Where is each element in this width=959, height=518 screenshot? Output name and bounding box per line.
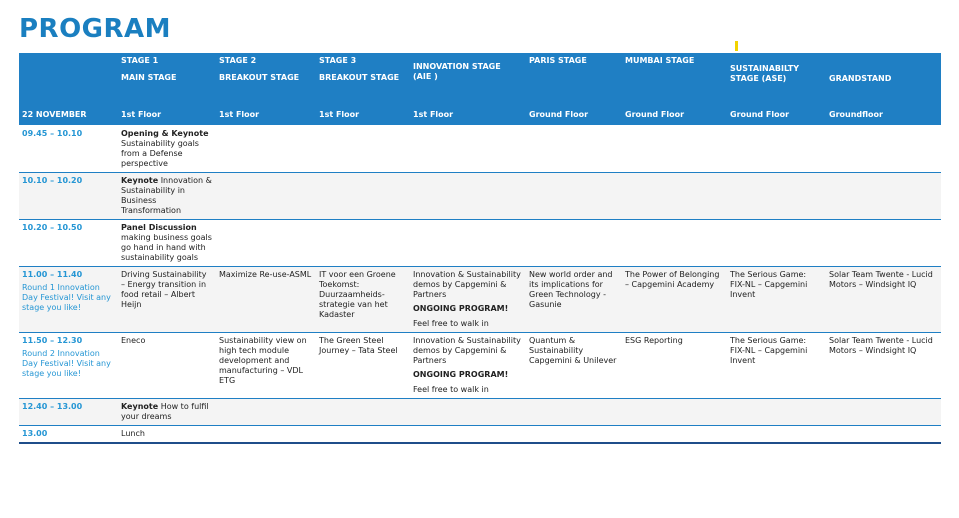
page-title: PROGRAM	[19, 14, 172, 44]
header-date: 22 NOVEMBER	[19, 108, 118, 126]
session-cell: Sustainability view on high tech module development and manufacturing – VDL ETG	[216, 333, 316, 399]
header-floor-row	[19, 108, 941, 126]
session-cell: Panel Discussion making business goals go hand in hand with sustainability goals	[118, 220, 216, 267]
floor-stage-6: Ground Floor	[622, 108, 727, 126]
floor-stage-5: Ground Floor	[526, 108, 622, 126]
session-cell: Innovation & Sustainability demos by Capgemini & Partners ONGOING PROGRAM! Feel free to walk in	[410, 333, 526, 399]
header-stage-6: MUMBAI STAGE	[622, 53, 727, 108]
session-cell: Eneco	[118, 333, 216, 399]
yellow-marker	[735, 41, 738, 51]
header-stage-5: PARIS STAGE	[526, 53, 622, 108]
session-cell: The Serious Game: FIX-NL – Capgemini Invent	[727, 267, 826, 333]
session-cell: Quantum & Sustainability Capgemini & Unilever	[526, 333, 622, 399]
table-row	[19, 126, 941, 173]
time-cell: 10.10 – 10.20	[19, 173, 118, 220]
time-cell: 12.40 – 13.00	[19, 399, 118, 426]
time-cell: 09.45 – 10.10	[19, 126, 118, 173]
floor-stage-8: Groundfloor	[826, 108, 941, 126]
header-stage-1: STAGE 1 MAIN STAGE	[118, 53, 216, 108]
session-cell: Innovation & Sustainability demos by Capgemini & Partners ONGOING PROGRAM! Feel free to walk in	[410, 267, 526, 333]
floor-stage-2: 1st Floor	[216, 108, 316, 126]
floor-stage-1: 1st Floor	[118, 108, 216, 126]
session-cell: Driving Sustainability – Energy transition in food retail – Albert Heijn	[118, 267, 216, 333]
session-cell: Solar Team Twente - Lucid Motors – Windsight IQ	[826, 267, 941, 333]
session-cell: The Green Steel Journey – Tata Steel	[316, 333, 410, 399]
table-row	[19, 220, 941, 267]
session-cell: Opening & Keynote Sustainability goals from a Defense perspective	[118, 126, 216, 173]
session-cell: New world order and its implications for Green Technology - Gasunie	[526, 267, 622, 333]
header-stage-row	[19, 53, 941, 108]
header-stage-2: STAGE 2 BREAKOUT STAGE	[216, 53, 316, 108]
session-cell: ESG Reporting	[622, 333, 727, 399]
session-cell: Keynote How to fulfil your dreams	[118, 399, 216, 426]
header-stage-4: INNOVATION STAGE (AIE )	[410, 53, 526, 108]
session-cell: Maximize Re-use-ASML	[216, 267, 316, 333]
header-corner	[19, 53, 118, 108]
table-row	[19, 173, 941, 220]
time-cell: 10.20 – 10.50	[19, 220, 118, 267]
table-row	[19, 267, 941, 333]
session-cell: Lunch	[118, 426, 216, 444]
session-cell: The Power of Belonging – Capgemini Academy	[622, 267, 727, 333]
header-stage-3: STAGE 3 BREAKOUT STAGE	[316, 53, 410, 108]
program-table	[19, 53, 941, 444]
time-cell: 13.00	[19, 426, 118, 444]
table-row	[19, 426, 941, 444]
session-cell: The Serious Game: FIX-NL – Capgemini Invent	[727, 333, 826, 399]
time-cell: 11.50 – 12.30 Round 2 Innovation Day Festival! Visit any stage you like!	[19, 333, 118, 399]
table-row	[19, 399, 941, 426]
table-row	[19, 333, 941, 399]
floor-stage-7: Ground Floor	[727, 108, 826, 126]
header-stage-7: SUSTAINABILTY STAGE (ASE)	[727, 53, 826, 108]
session-cell: Solar Team Twente - Lucid Motors – Windsight IQ	[826, 333, 941, 399]
floor-stage-4: 1st Floor	[410, 108, 526, 126]
session-cell: IT voor een Groene Toekomst: Duurzaamheids-strategie van het Kadaster	[316, 267, 410, 333]
header-stage-8: GRANDSTAND	[826, 53, 941, 108]
time-cell: 11.00 – 11.40 Round 1 Innovation Day Festival! Visit any stage you like!	[19, 267, 118, 333]
floor-stage-3: 1st Floor	[316, 108, 410, 126]
session-cell: Keynote Innovation & Sustainability in Business Transformation	[118, 173, 216, 220]
